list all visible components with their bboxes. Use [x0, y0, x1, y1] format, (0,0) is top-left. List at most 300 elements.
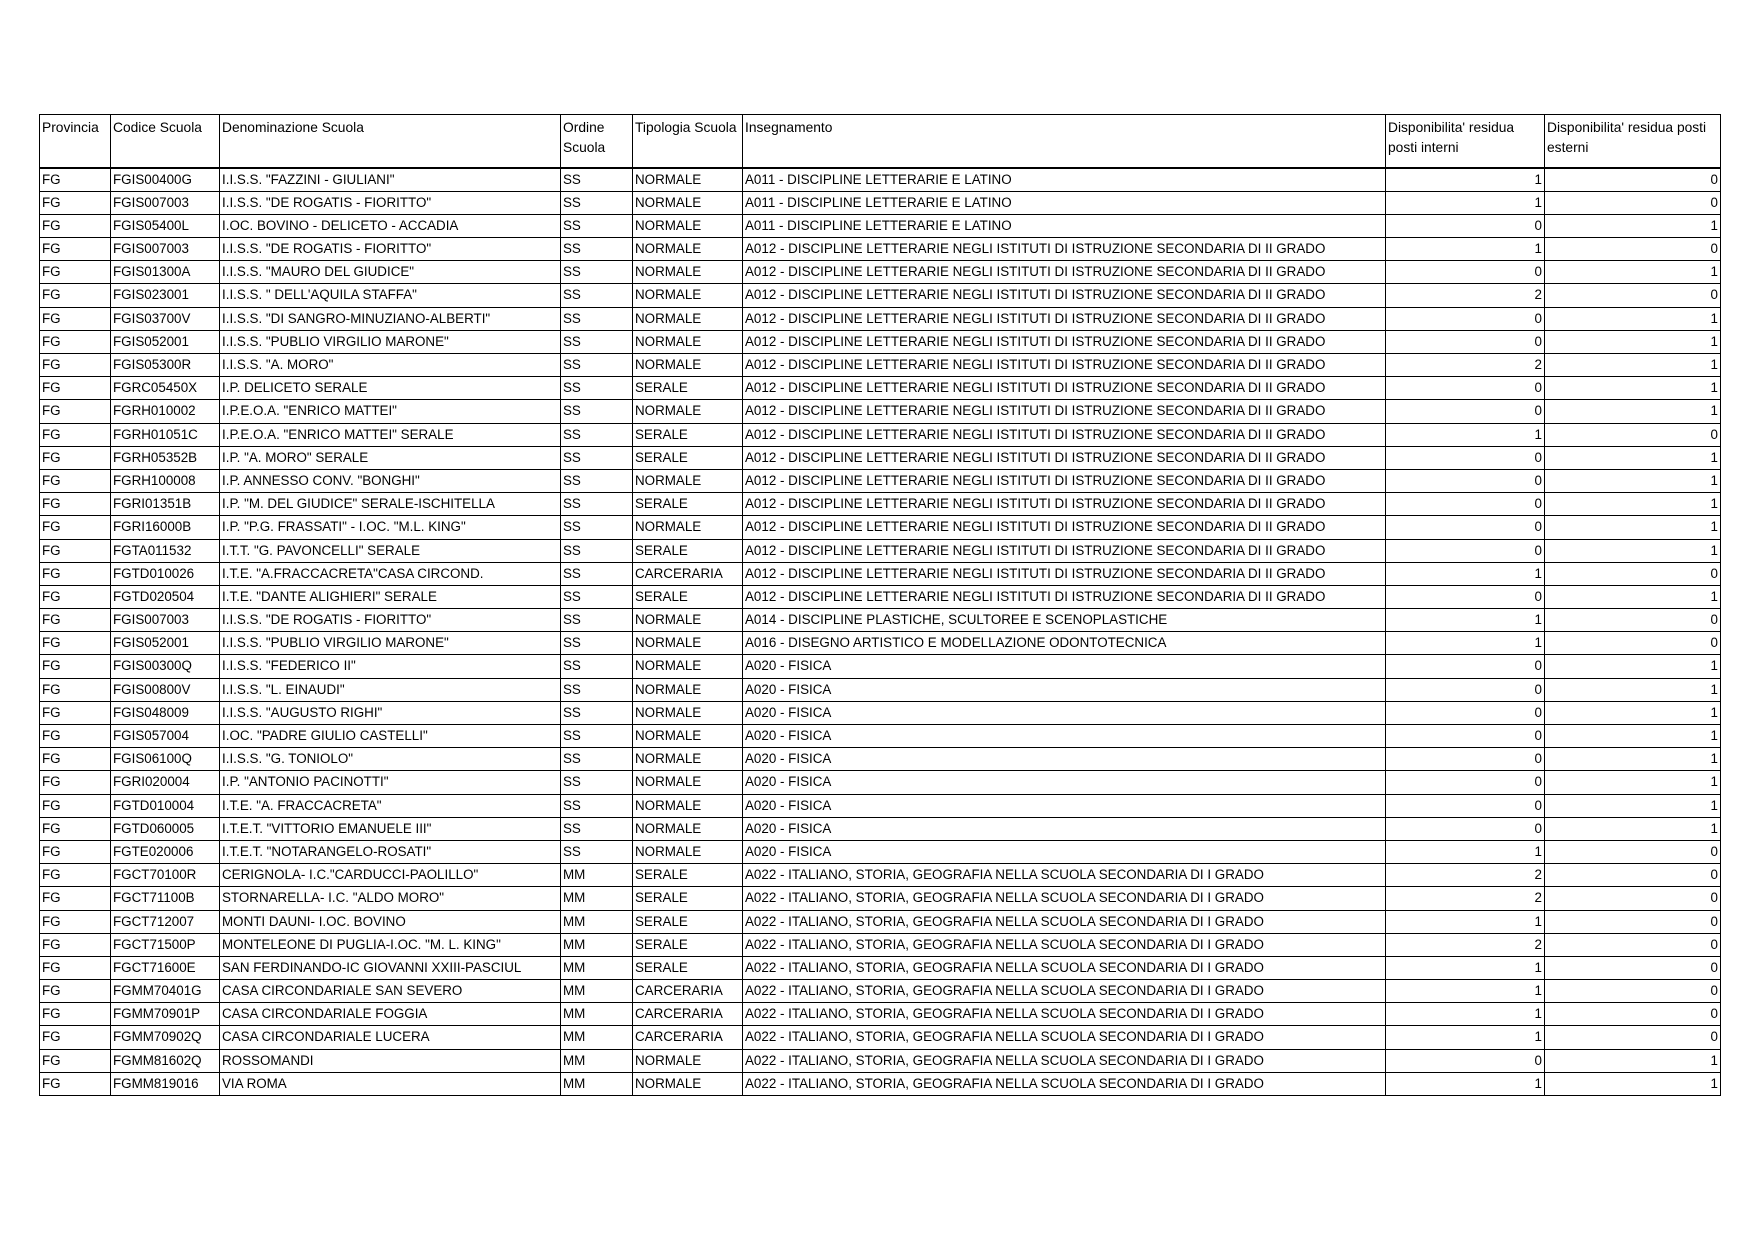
cell-tipologia-scuola: NORMALE: [633, 307, 743, 330]
cell-provincia: FG: [40, 168, 111, 191]
cell-denominazione-scuola: I.P. "A. MORO" SERALE: [220, 446, 561, 469]
cell-provincia: FG: [40, 469, 111, 492]
cell-codice-scuola: FGTD010004: [111, 794, 220, 817]
cell-denominazione-scuola: I.OC. BOVINO - DELICETO - ACCADIA: [220, 214, 561, 237]
cell-posti-esterni: 0: [1545, 933, 1721, 956]
cell-denominazione-scuola: VIA ROMA: [220, 1072, 561, 1095]
cell-tipologia-scuola: CARCERARIA: [633, 1003, 743, 1026]
cell-posti-interni: 2: [1386, 284, 1545, 307]
cell-posti-interni: 0: [1386, 377, 1545, 400]
cell-posti-esterni: 1: [1545, 701, 1721, 724]
cell-denominazione-scuola: CASA CIRCONDARIALE LUCERA: [220, 1026, 561, 1049]
table-row: [40, 817, 1721, 840]
cell-codice-scuola: FGRI16000B: [111, 516, 220, 539]
cell-ordine-scuola: SS: [561, 168, 633, 191]
cell-denominazione-scuola: ROSSOMANDI: [220, 1049, 561, 1072]
table-row: [40, 168, 1721, 191]
cell-posti-esterni: 0: [1545, 191, 1721, 214]
cell-provincia: FG: [40, 933, 111, 956]
cell-provincia: FG: [40, 1003, 111, 1026]
cell-denominazione-scuola: I.I.S.S. "DI SANGRO-MINUZIANO-ALBERTI": [220, 307, 561, 330]
cell-denominazione-scuola: I.T.E.T. "VITTORIO EMANUELE III": [220, 817, 561, 840]
cell-insegnamento: A022 - ITALIANO, STORIA, GEOGRAFIA NELLA SCUOLA SECONDARIA DI I GRADO: [743, 1003, 1386, 1026]
cell-insegnamento: A016 - DISEGNO ARTISTICO E MODELLAZIONE ODONTOTECNICA: [743, 632, 1386, 655]
cell-codice-scuola: FGCT70100R: [111, 864, 220, 887]
cell-codice-scuola: FGRH01051C: [111, 423, 220, 446]
cell-denominazione-scuola: I.I.S.S. "L. EINAUDI": [220, 678, 561, 701]
cell-ordine-scuola: SS: [561, 840, 633, 863]
cell-ordine-scuola: SS: [561, 284, 633, 307]
cell-codice-scuola: FGIS00800V: [111, 678, 220, 701]
cell-denominazione-scuola: I.P. "P.G. FRASSATI" - I.OC. "M.L. KING": [220, 516, 561, 539]
cell-tipologia-scuola: SERALE: [633, 446, 743, 469]
cell-insegnamento: A012 - DISCIPLINE LETTERARIE NEGLI ISTITUTI DI ISTRUZIONE SECONDARIA DI II GRADO: [743, 493, 1386, 516]
table-row: [40, 238, 1721, 261]
cell-insegnamento: A020 - FISICA: [743, 748, 1386, 771]
table-row: [40, 910, 1721, 933]
cell-insegnamento: A020 - FISICA: [743, 725, 1386, 748]
cell-tipologia-scuola: SERALE: [633, 539, 743, 562]
cell-ordine-scuola: SS: [561, 701, 633, 724]
cell-ordine-scuola: MM: [561, 1026, 633, 1049]
table-row: [40, 1026, 1721, 1049]
cell-provincia: FG: [40, 655, 111, 678]
table-body: [40, 168, 1721, 1096]
cell-posti-esterni: 0: [1545, 864, 1721, 887]
table-row: [40, 191, 1721, 214]
table-row: [40, 1049, 1721, 1072]
cell-tipologia-scuola: NORMALE: [633, 469, 743, 492]
header-posti-esterni: Disponibilita' residua posti esterni: [1545, 115, 1721, 169]
cell-provincia: FG: [40, 748, 111, 771]
table-row: [40, 655, 1721, 678]
cell-posti-esterni: 0: [1545, 609, 1721, 632]
cell-insegnamento: A022 - ITALIANO, STORIA, GEOGRAFIA NELLA SCUOLA SECONDARIA DI I GRADO: [743, 910, 1386, 933]
cell-provincia: FG: [40, 562, 111, 585]
cell-denominazione-scuola: I.T.E. "DANTE ALIGHIERI" SERALE: [220, 585, 561, 608]
table-row: [40, 609, 1721, 632]
cell-ordine-scuola: MM: [561, 910, 633, 933]
cell-posti-interni: 0: [1386, 446, 1545, 469]
cell-provincia: FG: [40, 446, 111, 469]
cell-posti-interni: 0: [1386, 701, 1545, 724]
cell-provincia: FG: [40, 400, 111, 423]
cell-posti-esterni: 0: [1545, 887, 1721, 910]
cell-posti-esterni: 0: [1545, 956, 1721, 979]
cell-posti-interni: 1: [1386, 956, 1545, 979]
cell-posti-esterni: 1: [1545, 794, 1721, 817]
table-row: [40, 261, 1721, 284]
cell-posti-esterni: 1: [1545, 400, 1721, 423]
cell-posti-interni: 1: [1386, 423, 1545, 446]
cell-denominazione-scuola: I.P. "ANTONIO PACINOTTI": [220, 771, 561, 794]
cell-codice-scuola: FGIS05300R: [111, 354, 220, 377]
cell-provincia: FG: [40, 284, 111, 307]
cell-posti-esterni: 1: [1545, 678, 1721, 701]
cell-insegnamento: A020 - FISICA: [743, 701, 1386, 724]
cell-tipologia-scuola: NORMALE: [633, 771, 743, 794]
cell-tipologia-scuola: NORMALE: [633, 725, 743, 748]
cell-insegnamento: A012 - DISCIPLINE LETTERARIE NEGLI ISTITUTI DI ISTRUZIONE SECONDARIA DI II GRADO: [743, 423, 1386, 446]
cell-tipologia-scuola: NORMALE: [633, 284, 743, 307]
cell-posti-esterni: 1: [1545, 516, 1721, 539]
cell-insegnamento: A012 - DISCIPLINE LETTERARIE NEGLI ISTITUTI DI ISTRUZIONE SECONDARIA DI II GRADO: [743, 330, 1386, 353]
cell-denominazione-scuola: I.P.E.O.A. "ENRICO MATTEI": [220, 400, 561, 423]
cell-codice-scuola: FGMM70901P: [111, 1003, 220, 1026]
cell-codice-scuola: FGRH05352B: [111, 446, 220, 469]
document-page: [39, 114, 1720, 1096]
cell-provincia: FG: [40, 585, 111, 608]
cell-provincia: FG: [40, 771, 111, 794]
cell-tipologia-scuola: CARCERARIA: [633, 1026, 743, 1049]
cell-denominazione-scuola: I.P. DELICETO SERALE: [220, 377, 561, 400]
cell-codice-scuola: FGRI01351B: [111, 493, 220, 516]
cell-ordine-scuola: SS: [561, 191, 633, 214]
cell-denominazione-scuola: I.T.T. "G. PAVONCELLI" SERALE: [220, 539, 561, 562]
cell-tipologia-scuola: NORMALE: [633, 1072, 743, 1095]
cell-posti-esterni: 0: [1545, 168, 1721, 191]
cell-posti-esterni: 1: [1545, 771, 1721, 794]
cell-denominazione-scuola: I.T.E. "A.FRACCACRETA"CASA CIRCOND.: [220, 562, 561, 585]
cell-tipologia-scuola: NORMALE: [633, 191, 743, 214]
table-header-row: [40, 115, 1721, 169]
cell-codice-scuola: FGCT71600E: [111, 956, 220, 979]
cell-insegnamento: A012 - DISCIPLINE LETTERARIE NEGLI ISTITUTI DI ISTRUZIONE SECONDARIA DI II GRADO: [743, 562, 1386, 585]
cell-codice-scuola: FGIS00300Q: [111, 655, 220, 678]
cell-ordine-scuola: SS: [561, 261, 633, 284]
cell-insegnamento: A012 - DISCIPLINE LETTERARIE NEGLI ISTITUTI DI ISTRUZIONE SECONDARIA DI II GRADO: [743, 585, 1386, 608]
cell-provincia: FG: [40, 214, 111, 237]
cell-insegnamento: A020 - FISICA: [743, 655, 1386, 678]
table-row: [40, 516, 1721, 539]
cell-ordine-scuola: SS: [561, 469, 633, 492]
cell-posti-interni: 0: [1386, 330, 1545, 353]
cell-codice-scuola: FGTD010026: [111, 562, 220, 585]
cell-ordine-scuola: SS: [561, 771, 633, 794]
cell-denominazione-scuola: I.I.S.S. " DELL'AQUILA STAFFA": [220, 284, 561, 307]
cell-posti-esterni: 1: [1545, 1049, 1721, 1072]
cell-tipologia-scuola: CARCERARIA: [633, 980, 743, 1003]
cell-insegnamento: A012 - DISCIPLINE LETTERARIE NEGLI ISTITUTI DI ISTRUZIONE SECONDARIA DI II GRADO: [743, 307, 1386, 330]
cell-posti-interni: 1: [1386, 238, 1545, 261]
cell-posti-esterni: 1: [1545, 748, 1721, 771]
cell-tipologia-scuola: NORMALE: [633, 817, 743, 840]
cell-tipologia-scuola: NORMALE: [633, 516, 743, 539]
cell-insegnamento: A020 - FISICA: [743, 678, 1386, 701]
table-row: [40, 377, 1721, 400]
cell-tipologia-scuola: SERALE: [633, 377, 743, 400]
cell-denominazione-scuola: I.OC. "PADRE GIULIO CASTELLI": [220, 725, 561, 748]
table-row: [40, 1003, 1721, 1026]
cell-codice-scuola: FGMM70401G: [111, 980, 220, 1003]
cell-posti-esterni: 1: [1545, 377, 1721, 400]
cell-insegnamento: A020 - FISICA: [743, 771, 1386, 794]
cell-posti-esterni: 0: [1545, 284, 1721, 307]
cell-ordine-scuola: SS: [561, 307, 633, 330]
cell-ordine-scuola: SS: [561, 655, 633, 678]
cell-posti-interni: 1: [1386, 632, 1545, 655]
cell-posti-esterni: 1: [1545, 817, 1721, 840]
cell-posti-interni: 0: [1386, 493, 1545, 516]
cell-insegnamento: A022 - ITALIANO, STORIA, GEOGRAFIA NELLA SCUOLA SECONDARIA DI I GRADO: [743, 887, 1386, 910]
cell-provincia: FG: [40, 864, 111, 887]
cell-insegnamento: A020 - FISICA: [743, 817, 1386, 840]
cell-denominazione-scuola: STORNARELLA- I.C. "ALDO MORO": [220, 887, 561, 910]
cell-posti-interni: 0: [1386, 516, 1545, 539]
cell-provincia: FG: [40, 354, 111, 377]
cell-provincia: FG: [40, 516, 111, 539]
cell-posti-esterni: 0: [1545, 238, 1721, 261]
table-row: [40, 701, 1721, 724]
cell-posti-esterni: 1: [1545, 725, 1721, 748]
cell-insegnamento: A022 - ITALIANO, STORIA, GEOGRAFIA NELLA SCUOLA SECONDARIA DI I GRADO: [743, 1049, 1386, 1072]
cell-tipologia-scuola: SERALE: [633, 585, 743, 608]
cell-posti-interni: 1: [1386, 980, 1545, 1003]
cell-denominazione-scuola: I.I.S.S. "AUGUSTO RIGHI": [220, 701, 561, 724]
cell-ordine-scuola: SS: [561, 238, 633, 261]
cell-codice-scuola: FGCT71100B: [111, 887, 220, 910]
cell-denominazione-scuola: I.I.S.S. "G. TONIOLO": [220, 748, 561, 771]
header-codice-scuola: Codice Scuola: [111, 115, 220, 169]
cell-posti-esterni: 1: [1545, 655, 1721, 678]
cell-tipologia-scuola: NORMALE: [633, 1049, 743, 1072]
cell-denominazione-scuola: CASA CIRCONDARIALE FOGGIA: [220, 1003, 561, 1026]
cell-posti-esterni: 0: [1545, 910, 1721, 933]
cell-insegnamento: A020 - FISICA: [743, 840, 1386, 863]
cell-provincia: FG: [40, 887, 111, 910]
table-row: [40, 307, 1721, 330]
cell-ordine-scuola: MM: [561, 1049, 633, 1072]
cell-ordine-scuola: SS: [561, 330, 633, 353]
cell-ordine-scuola: SS: [561, 678, 633, 701]
cell-tipologia-scuola: NORMALE: [633, 748, 743, 771]
cell-codice-scuola: FGTA011532: [111, 539, 220, 562]
cell-codice-scuola: FGRC05450X: [111, 377, 220, 400]
cell-insegnamento: A012 - DISCIPLINE LETTERARIE NEGLI ISTITUTI DI ISTRUZIONE SECONDARIA DI II GRADO: [743, 469, 1386, 492]
cell-ordine-scuola: SS: [561, 817, 633, 840]
cell-codice-scuola: FGMM70902Q: [111, 1026, 220, 1049]
cell-insegnamento: A011 - DISCIPLINE LETTERARIE E LATINO: [743, 168, 1386, 191]
cell-posti-interni: 1: [1386, 1003, 1545, 1026]
cell-ordine-scuola: SS: [561, 446, 633, 469]
cell-posti-interni: 0: [1386, 655, 1545, 678]
cell-posti-interni: 0: [1386, 748, 1545, 771]
cell-codice-scuola: FGCT712007: [111, 910, 220, 933]
table-row: [40, 400, 1721, 423]
cell-posti-interni: 1: [1386, 840, 1545, 863]
cell-codice-scuola: FGIS023001: [111, 284, 220, 307]
cell-posti-esterni: 0: [1545, 1026, 1721, 1049]
cell-denominazione-scuola: MONTELEONE DI PUGLIA-I.OC. "M. L. KING": [220, 933, 561, 956]
cell-posti-interni: 0: [1386, 469, 1545, 492]
cell-provincia: FG: [40, 330, 111, 353]
cell-provincia: FG: [40, 632, 111, 655]
cell-denominazione-scuola: I.I.S.S. "FAZZINI - GIULIANI": [220, 168, 561, 191]
cell-codice-scuola: FGTD060005: [111, 817, 220, 840]
cell-denominazione-scuola: MONTI DAUNI- I.OC. BOVINO: [220, 910, 561, 933]
cell-denominazione-scuola: I.I.S.S. "PUBLIO VIRGILIO MARONE": [220, 330, 561, 353]
cell-tipologia-scuola: NORMALE: [633, 261, 743, 284]
cell-tipologia-scuola: NORMALE: [633, 330, 743, 353]
cell-tipologia-scuola: NORMALE: [633, 168, 743, 191]
cell-insegnamento: A022 - ITALIANO, STORIA, GEOGRAFIA NELLA SCUOLA SECONDARIA DI I GRADO: [743, 1026, 1386, 1049]
header-ordine-scuola: Ordine Scuola: [561, 115, 633, 169]
cell-codice-scuola: FGRH010002: [111, 400, 220, 423]
cell-codice-scuola: FGRI020004: [111, 771, 220, 794]
cell-provincia: FG: [40, 377, 111, 400]
cell-insegnamento: A022 - ITALIANO, STORIA, GEOGRAFIA NELLA SCUOLA SECONDARIA DI I GRADO: [743, 980, 1386, 1003]
cell-provincia: FG: [40, 817, 111, 840]
cell-posti-interni: 0: [1386, 585, 1545, 608]
cell-tipologia-scuola: NORMALE: [633, 400, 743, 423]
cell-codice-scuola: FGIS06100Q: [111, 748, 220, 771]
cell-ordine-scuola: SS: [561, 562, 633, 585]
cell-codice-scuola: FGIS052001: [111, 330, 220, 353]
cell-denominazione-scuola: I.I.S.S. "MAURO DEL GIUDICE": [220, 261, 561, 284]
cell-posti-esterni: 0: [1545, 980, 1721, 1003]
cell-posti-esterni: 0: [1545, 840, 1721, 863]
cell-posti-esterni: 1: [1545, 354, 1721, 377]
cell-ordine-scuola: MM: [561, 933, 633, 956]
cell-ordine-scuola: MM: [561, 1072, 633, 1095]
cell-provincia: FG: [40, 493, 111, 516]
table-row: [40, 794, 1721, 817]
cell-provincia: FG: [40, 307, 111, 330]
cell-ordine-scuola: SS: [561, 539, 633, 562]
cell-provincia: FG: [40, 980, 111, 1003]
cell-posti-interni: 1: [1386, 168, 1545, 191]
cell-posti-interni: 1: [1386, 191, 1545, 214]
cell-tipologia-scuola: SERALE: [633, 910, 743, 933]
cell-provincia: FG: [40, 956, 111, 979]
cell-ordine-scuola: SS: [561, 609, 633, 632]
cell-insegnamento: A020 - FISICA: [743, 794, 1386, 817]
cell-insegnamento: A012 - DISCIPLINE LETTERARIE NEGLI ISTITUTI DI ISTRUZIONE SECONDARIA DI II GRADO: [743, 539, 1386, 562]
cell-denominazione-scuola: I.T.E.T. "NOTARANGELO-ROSATI": [220, 840, 561, 863]
cell-ordine-scuola: SS: [561, 354, 633, 377]
availability-table: [39, 114, 1721, 1096]
cell-insegnamento: A012 - DISCIPLINE LETTERARIE NEGLI ISTITUTI DI ISTRUZIONE SECONDARIA DI II GRADO: [743, 377, 1386, 400]
cell-codice-scuola: FGIS057004: [111, 725, 220, 748]
cell-tipologia-scuola: SERALE: [633, 864, 743, 887]
cell-posti-interni: 2: [1386, 887, 1545, 910]
table-row: [40, 933, 1721, 956]
cell-tipologia-scuola: NORMALE: [633, 354, 743, 377]
cell-provincia: FG: [40, 1072, 111, 1095]
cell-ordine-scuola: SS: [561, 585, 633, 608]
cell-ordine-scuola: SS: [561, 632, 633, 655]
cell-denominazione-scuola: I.I.S.S. "DE ROGATIS - FIORITTO": [220, 238, 561, 261]
cell-denominazione-scuola: I.T.E. "A. FRACCACRETA": [220, 794, 561, 817]
cell-denominazione-scuola: I.P.E.O.A. "ENRICO MATTEI" SERALE: [220, 423, 561, 446]
table-row: [40, 771, 1721, 794]
cell-codice-scuola: FGIS00400G: [111, 168, 220, 191]
cell-ordine-scuola: MM: [561, 864, 633, 887]
header-insegnamento: Insegnamento: [743, 115, 1386, 169]
cell-insegnamento: A012 - DISCIPLINE LETTERARIE NEGLI ISTITUTI DI ISTRUZIONE SECONDARIA DI II GRADO: [743, 400, 1386, 423]
table-row: [40, 423, 1721, 446]
cell-posti-esterni: 1: [1545, 539, 1721, 562]
cell-insegnamento: A011 - DISCIPLINE LETTERARIE E LATINO: [743, 191, 1386, 214]
cell-denominazione-scuola: CASA CIRCONDARIALE SAN SEVERO: [220, 980, 561, 1003]
cell-ordine-scuola: MM: [561, 1003, 633, 1026]
cell-posti-esterni: 0: [1545, 1003, 1721, 1026]
cell-codice-scuola: FGIS05400L: [111, 214, 220, 237]
cell-ordine-scuola: SS: [561, 725, 633, 748]
cell-provincia: FG: [40, 1049, 111, 1072]
cell-posti-interni: 0: [1386, 817, 1545, 840]
cell-posti-interni: 0: [1386, 539, 1545, 562]
cell-posti-esterni: 1: [1545, 1072, 1721, 1095]
cell-denominazione-scuola: SAN FERDINANDO-IC GIOVANNI XXIII-PASCIUL: [220, 956, 561, 979]
cell-posti-interni: 0: [1386, 794, 1545, 817]
cell-codice-scuola: FGIS03700V: [111, 307, 220, 330]
cell-posti-interni: 1: [1386, 562, 1545, 585]
table-row: [40, 284, 1721, 307]
cell-ordine-scuola: MM: [561, 887, 633, 910]
cell-posti-esterni: 1: [1545, 330, 1721, 353]
cell-codice-scuola: FGTD020504: [111, 585, 220, 608]
cell-tipologia-scuola: SERALE: [633, 493, 743, 516]
cell-ordine-scuola: SS: [561, 748, 633, 771]
cell-denominazione-scuola: I.I.S.S. "PUBLIO VIRGILIO MARONE": [220, 632, 561, 655]
cell-codice-scuola: FGMM81602Q: [111, 1049, 220, 1072]
cell-tipologia-scuola: SERALE: [633, 933, 743, 956]
cell-provincia: FG: [40, 678, 111, 701]
cell-posti-interni: 1: [1386, 609, 1545, 632]
cell-ordine-scuola: SS: [561, 377, 633, 400]
cell-posti-interni: 2: [1386, 354, 1545, 377]
table-row: [40, 725, 1721, 748]
cell-denominazione-scuola: I.I.S.S. "DE ROGATIS - FIORITTO": [220, 609, 561, 632]
cell-insegnamento: A022 - ITALIANO, STORIA, GEOGRAFIA NELLA SCUOLA SECONDARIA DI I GRADO: [743, 956, 1386, 979]
cell-provincia: FG: [40, 840, 111, 863]
cell-codice-scuola: FGMM819016: [111, 1072, 220, 1095]
cell-ordine-scuola: MM: [561, 980, 633, 1003]
cell-posti-esterni: 0: [1545, 562, 1721, 585]
table-row: [40, 980, 1721, 1003]
cell-tipologia-scuola: SERALE: [633, 956, 743, 979]
table-row: [40, 840, 1721, 863]
cell-ordine-scuola: SS: [561, 400, 633, 423]
cell-codice-scuola: FGIS007003: [111, 609, 220, 632]
cell-posti-esterni: 1: [1545, 214, 1721, 237]
cell-tipologia-scuola: NORMALE: [633, 701, 743, 724]
cell-posti-interni: 1: [1386, 1026, 1545, 1049]
table-row: [40, 214, 1721, 237]
cell-tipologia-scuola: NORMALE: [633, 655, 743, 678]
cell-tipologia-scuola: NORMALE: [633, 214, 743, 237]
cell-posti-interni: 0: [1386, 261, 1545, 284]
cell-posti-interni: 0: [1386, 725, 1545, 748]
cell-posti-interni: 2: [1386, 933, 1545, 956]
header-denominazione-scuola: Denominazione Scuola: [220, 115, 561, 169]
cell-provincia: FG: [40, 191, 111, 214]
cell-posti-esterni: 1: [1545, 493, 1721, 516]
cell-codice-scuola: FGIS052001: [111, 632, 220, 655]
cell-insegnamento: A012 - DISCIPLINE LETTERARIE NEGLI ISTITUTI DI ISTRUZIONE SECONDARIA DI II GRADO: [743, 261, 1386, 284]
cell-tipologia-scuola: NORMALE: [633, 840, 743, 863]
cell-provincia: FG: [40, 609, 111, 632]
cell-provincia: FG: [40, 238, 111, 261]
cell-insegnamento: A022 - ITALIANO, STORIA, GEOGRAFIA NELLA SCUOLA SECONDARIA DI I GRADO: [743, 1072, 1386, 1095]
table-row: [40, 956, 1721, 979]
table-row: [40, 585, 1721, 608]
cell-insegnamento: A011 - DISCIPLINE LETTERARIE E LATINO: [743, 214, 1386, 237]
cell-tipologia-scuola: NORMALE: [633, 632, 743, 655]
cell-posti-interni: 0: [1386, 1049, 1545, 1072]
cell-tipologia-scuola: SERALE: [633, 423, 743, 446]
